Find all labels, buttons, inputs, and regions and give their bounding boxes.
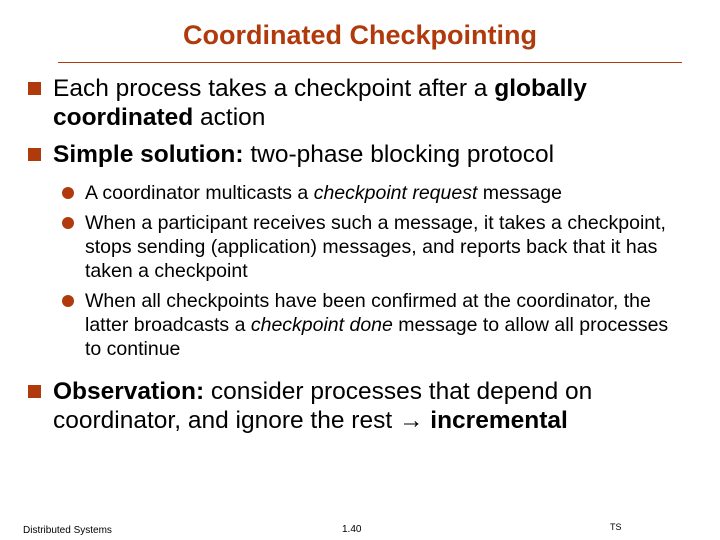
- bullet-text: consider processes that depend on coordinator, and ignore the rest: [53, 378, 593, 434]
- square-bullet-icon: [28, 148, 41, 161]
- bullet-emphasis: Observation:: [53, 378, 205, 405]
- square-bullet-icon: [28, 82, 41, 95]
- round-bullet-icon: [62, 295, 74, 307]
- footer-page-number: 1.40: [342, 524, 362, 535]
- bullet-simple-solution: [28, 140, 688, 169]
- footer-author-initials: TS: [610, 522, 622, 532]
- square-bullet-icon: [28, 385, 41, 398]
- title-divider: [58, 62, 682, 63]
- right-arrow-icon: →: [398, 407, 424, 434]
- sub-bullet-text: When a participant receives such a message, it takes a checkpoint, stops sending (application) messages, and reports back that it has taken a checkpoint: [85, 212, 666, 282]
- sub-bullet-text: When all checkpoints have been confirmed at the coordinator, the latter broadcasts a: [85, 290, 651, 336]
- sub-bullet-italic: checkpoint request: [313, 182, 478, 204]
- bullet-observation: [28, 377, 688, 435]
- slide-content: [28, 74, 688, 435]
- bullet-text: two-phase blocking protocol: [243, 141, 555, 168]
- sub-bullet-text: message to allow all processes to continue: [85, 314, 669, 360]
- bullet-text: Each process takes a checkpoint after a: [53, 75, 495, 102]
- slide-title: Coordinated Checkpointing: [183, 20, 537, 50]
- sub-bullet-participant-receives: [62, 211, 688, 283]
- sub-bullet-coordinator-multicasts: [62, 181, 688, 205]
- bullet-checkpoint-after-coordination: [28, 74, 688, 132]
- round-bullet-icon: [62, 217, 74, 229]
- sub-bullet-text: message: [477, 182, 562, 204]
- bullet-text: action: [193, 104, 266, 131]
- round-bullet-icon: [62, 187, 74, 199]
- bullet-emphasis: Simple solution:: [53, 141, 244, 168]
- sub-bullet-text: A coordinator multicasts a: [85, 182, 314, 204]
- sub-bullet-checkpoints-confirmed: [62, 289, 688, 361]
- bullet-emphasis: globally coordinated: [53, 75, 587, 131]
- footer-course-name: Distributed Systems: [23, 525, 112, 536]
- bullet-emphasis: incremental: [423, 407, 568, 434]
- sub-bullet-italic: checkpoint done: [250, 314, 393, 336]
